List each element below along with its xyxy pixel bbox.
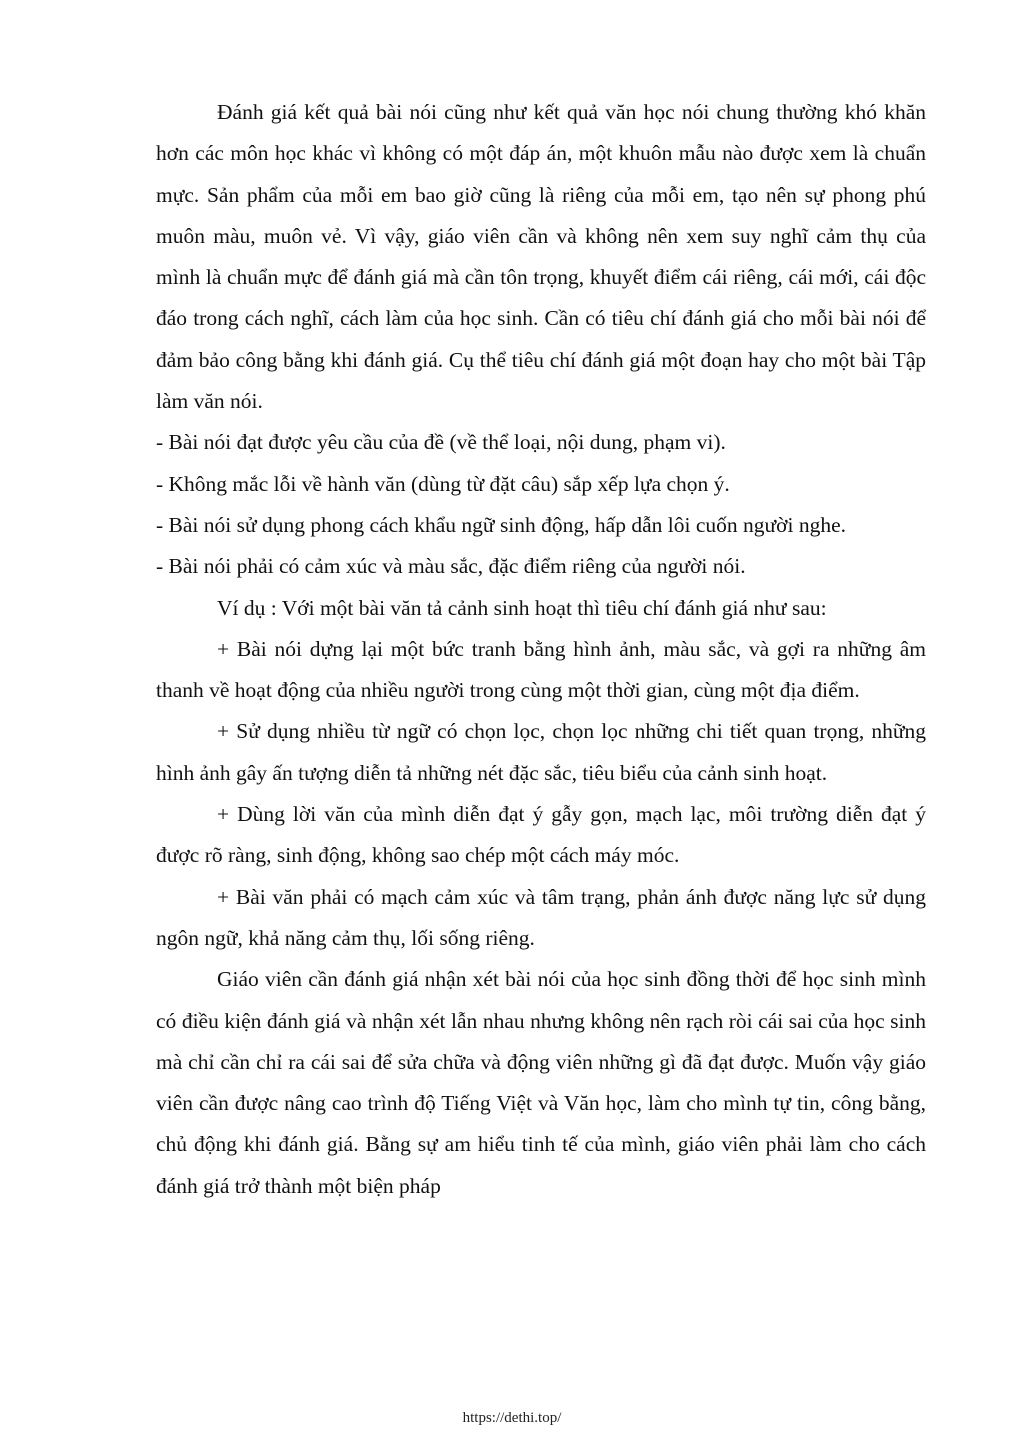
footer-url[interactable]: https://dethi.top/	[462, 1410, 562, 1426]
example-item-2: + Sử dụng nhiều từ ngữ có chọn lọc, chọn lọc những chi tiết quan trọng, những hình ảnh gây ấn tượng diễn tả những nét đặc sắc, tiêu biểu của cảnh sinh hoạt.	[156, 719, 926, 785]
example-item-3: + Dùng lời văn của mình diễn đạt ý gẫy gọn, mạch lạc, môi trường diễn đạt ý được rõ ràng, sinh động, không sao chép một cách máy móc.	[156, 802, 926, 868]
criteria-item-1: - Bài nói đạt được yêu cầu của đề (về thể loại, nội dung, phạm vi).	[156, 430, 726, 455]
criteria-item-3: - Bài nói sử dụng phong cách khẩu ngữ sinh động, hấp dẫn lôi cuốn người nghe.	[156, 512, 847, 537]
paragraph-teacher: Giáo viên cần đánh giá nhận xét bài nói của học sinh đồng thời để học sinh mình có điều kiện đánh giá và nhận xét lẫn nhau nhưng không nên rạch ròi cái sai của học sinh mà chỉ cần chỉ ra cái sai để sửa chữa và động viên những gì đã đạt được. Muốn vậy giáo viên cần được nâng cao trình độ Tiếng Việt và Văn học, làm cho mình tự tin, công bằng, chủ động khi đánh giá. Bằng sự am hiểu tinh tế của mình, giáo viên phải làm cho cách đánh giá trở thành một biện pháp	[156, 967, 926, 1198]
criteria-item-4: - Bài nói phải có cảm xúc và màu sắc, đặc điểm riêng của người nói.	[156, 554, 746, 579]
example-item-4: + Bài văn phải có mạch cảm xúc và tâm trạng, phản ánh được năng lực sử dụng ngôn ngữ, khả năng cảm thụ, lối sống riêng.	[156, 884, 926, 950]
criteria-item-2: - Không mắc lỗi về hành văn (dùng từ đặt câu) sắp xếp lựa chọn ý.	[156, 471, 730, 496]
paragraph-intro: Đánh giá kết quả bài nói cũng như kết quả văn học nói chung thường khó khăn hơn các môn học khác vì không có một đáp án, một khuôn mẫu nào được xem là chuẩn mực. Sản phẩm của mỗi em bao giờ cũng là riêng của mỗi em, tạo nên sự phong phú muôn màu, muôn vẻ. Vì vậy, giáo viên cần và không nên xem suy nghĩ cảm thụ của mình là chuẩn mực để đánh giá mà cần tôn trọng, khuyết điểm cái riêng, cái mới, cái độc đáo trong cách nghĩ, cách làm của học sinh. Cần có tiêu chí đánh giá cho mỗi bài nói để đảm bảo công bằng khi đánh giá. Cụ thể tiêu chí đánh giá một đoạn hay cho một bài Tập làm văn nói.	[156, 100, 926, 414]
document-body	[156, 92, 926, 1207]
example-heading: Ví dụ : Với một bài văn tả cảnh sinh hoạt thì tiêu chí đánh giá như sau:	[217, 595, 827, 620]
example-item-1: + Bài nói dựng lại một bức tranh bằng hình ảnh, màu sắc, và gợi ra những âm thanh về hoạt động của nhiều người trong cùng một thời gian, cùng một địa điểm.	[156, 636, 926, 703]
